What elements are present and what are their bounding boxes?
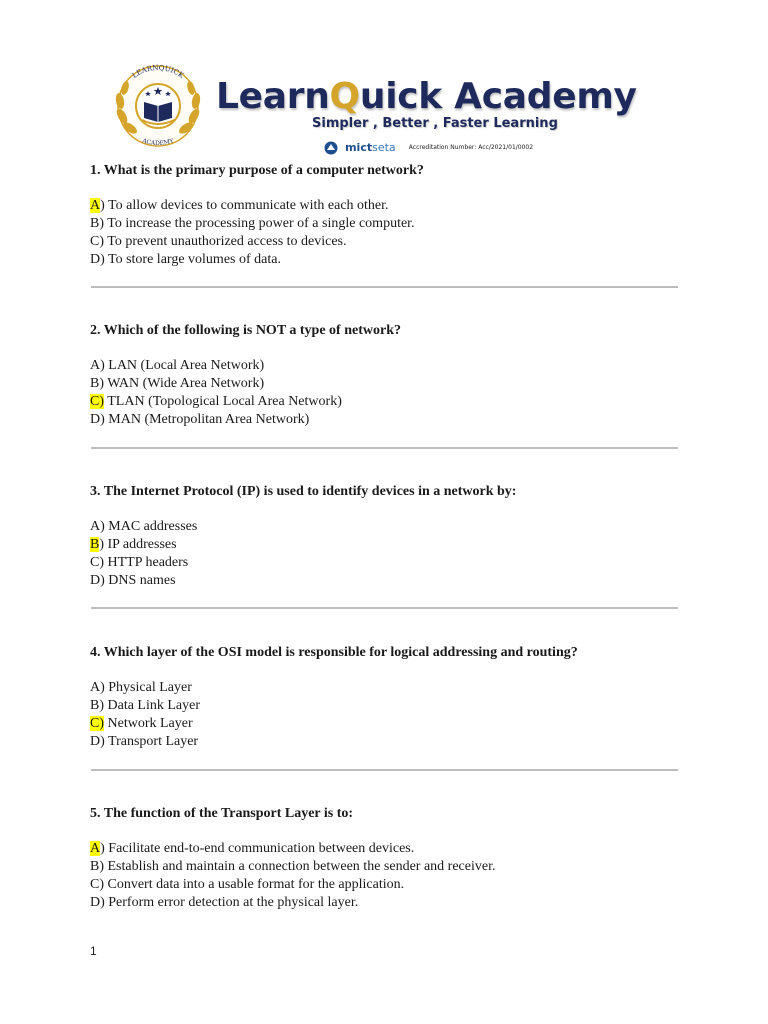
divider bbox=[91, 447, 678, 449]
option-d: D) DNS names bbox=[90, 573, 176, 588]
question-3 bbox=[90, 483, 680, 590]
option-c: C) To prevent unauthorized access to devices. bbox=[90, 234, 347, 249]
options-list bbox=[90, 518, 680, 590]
option-text: ) To allow devices to communicate with each other. bbox=[100, 198, 389, 213]
option-c bbox=[90, 715, 680, 733]
brand-name bbox=[216, 76, 637, 117]
question-2 bbox=[90, 322, 680, 429]
option-c: C) Convert data into a usable format for the application. bbox=[90, 877, 405, 892]
option-b: B) Establish and maintain a connection between the sender and receiver. bbox=[90, 859, 496, 874]
tagline: Simpler , Better , Faster Learning bbox=[312, 116, 558, 131]
mictseta-name-light: seta bbox=[372, 141, 396, 154]
question-title: 4. Which layer of the OSI model is responsible for logical addressing and routing? bbox=[90, 645, 578, 660]
options-list bbox=[90, 197, 680, 269]
brand-part-2: uick Academy bbox=[359, 76, 637, 117]
accreditation-row bbox=[324, 137, 534, 154]
option-text: ) IP addresses bbox=[99, 537, 177, 552]
divider bbox=[91, 286, 678, 288]
emblem-top-text: LEARNQUICK bbox=[130, 63, 186, 80]
question-title: 5. The function of the Transport Layer is to: bbox=[90, 806, 354, 821]
option-b: B) WAN (Wide Area Network) bbox=[90, 376, 265, 391]
option-c: C) HTTP headers bbox=[90, 555, 189, 570]
accreditation-number: Accreditation Number: Acc/2021/01/0002 bbox=[408, 144, 534, 151]
option-text: TLAN (Topological Local Area Network) bbox=[104, 394, 342, 409]
option-b bbox=[90, 536, 680, 554]
option-b: B) To increase the processing power of a single computer. bbox=[90, 216, 415, 231]
brand-q-letter: Q bbox=[329, 76, 360, 117]
option-a: A) Physical Layer bbox=[90, 680, 192, 695]
question-title: 3. The Internet Protocol (IP) is used to identify devices in a network by: bbox=[90, 484, 517, 499]
answer-highlight: A bbox=[90, 198, 101, 213]
academy-emblem-icon bbox=[106, 56, 210, 152]
options-list bbox=[90, 357, 680, 429]
option-d: D) Perform error detection at the physical layer. bbox=[90, 895, 359, 910]
brand-part-1: Learn bbox=[216, 76, 330, 117]
option-a: A) MAC addresses bbox=[90, 519, 198, 534]
emblem-bottom-text: ACADEMY bbox=[141, 137, 175, 148]
question-title: 1. What is the primary purpose of a computer network? bbox=[90, 163, 424, 178]
option-a: A) LAN (Local Area Network) bbox=[90, 358, 265, 373]
option-a bbox=[90, 197, 680, 215]
options-list bbox=[90, 679, 680, 751]
question-5 bbox=[90, 805, 680, 912]
option-d: D) Transport Layer bbox=[90, 734, 199, 749]
divider bbox=[91, 769, 678, 771]
mictseta-name bbox=[345, 141, 396, 154]
answer-highlight: C) bbox=[90, 716, 104, 731]
mictseta-name-bold: mict bbox=[345, 141, 373, 154]
option-c bbox=[90, 393, 680, 411]
answer-highlight: B bbox=[90, 537, 100, 552]
question-4 bbox=[90, 644, 680, 751]
option-text: ) Facilitate end-to-end communication between devices. bbox=[100, 841, 415, 856]
mictseta-logo-icon bbox=[324, 141, 340, 155]
question-title: 2. Which of the following is NOT a type of network? bbox=[90, 323, 401, 338]
answer-highlight: C) bbox=[90, 394, 104, 409]
header bbox=[106, 56, 666, 156]
option-d: D) To store large volumes of data. bbox=[90, 252, 281, 267]
option-text: Network Layer bbox=[104, 716, 193, 731]
options-list bbox=[90, 840, 680, 912]
question-1 bbox=[90, 162, 680, 269]
option-a bbox=[90, 840, 680, 858]
answer-highlight: A bbox=[90, 841, 101, 856]
option-d: D) MAN (Metropolitan Area Network) bbox=[90, 412, 310, 427]
divider bbox=[91, 607, 678, 609]
option-b: B) Data Link Layer bbox=[90, 698, 201, 713]
page-number: 1 bbox=[90, 944, 97, 958]
